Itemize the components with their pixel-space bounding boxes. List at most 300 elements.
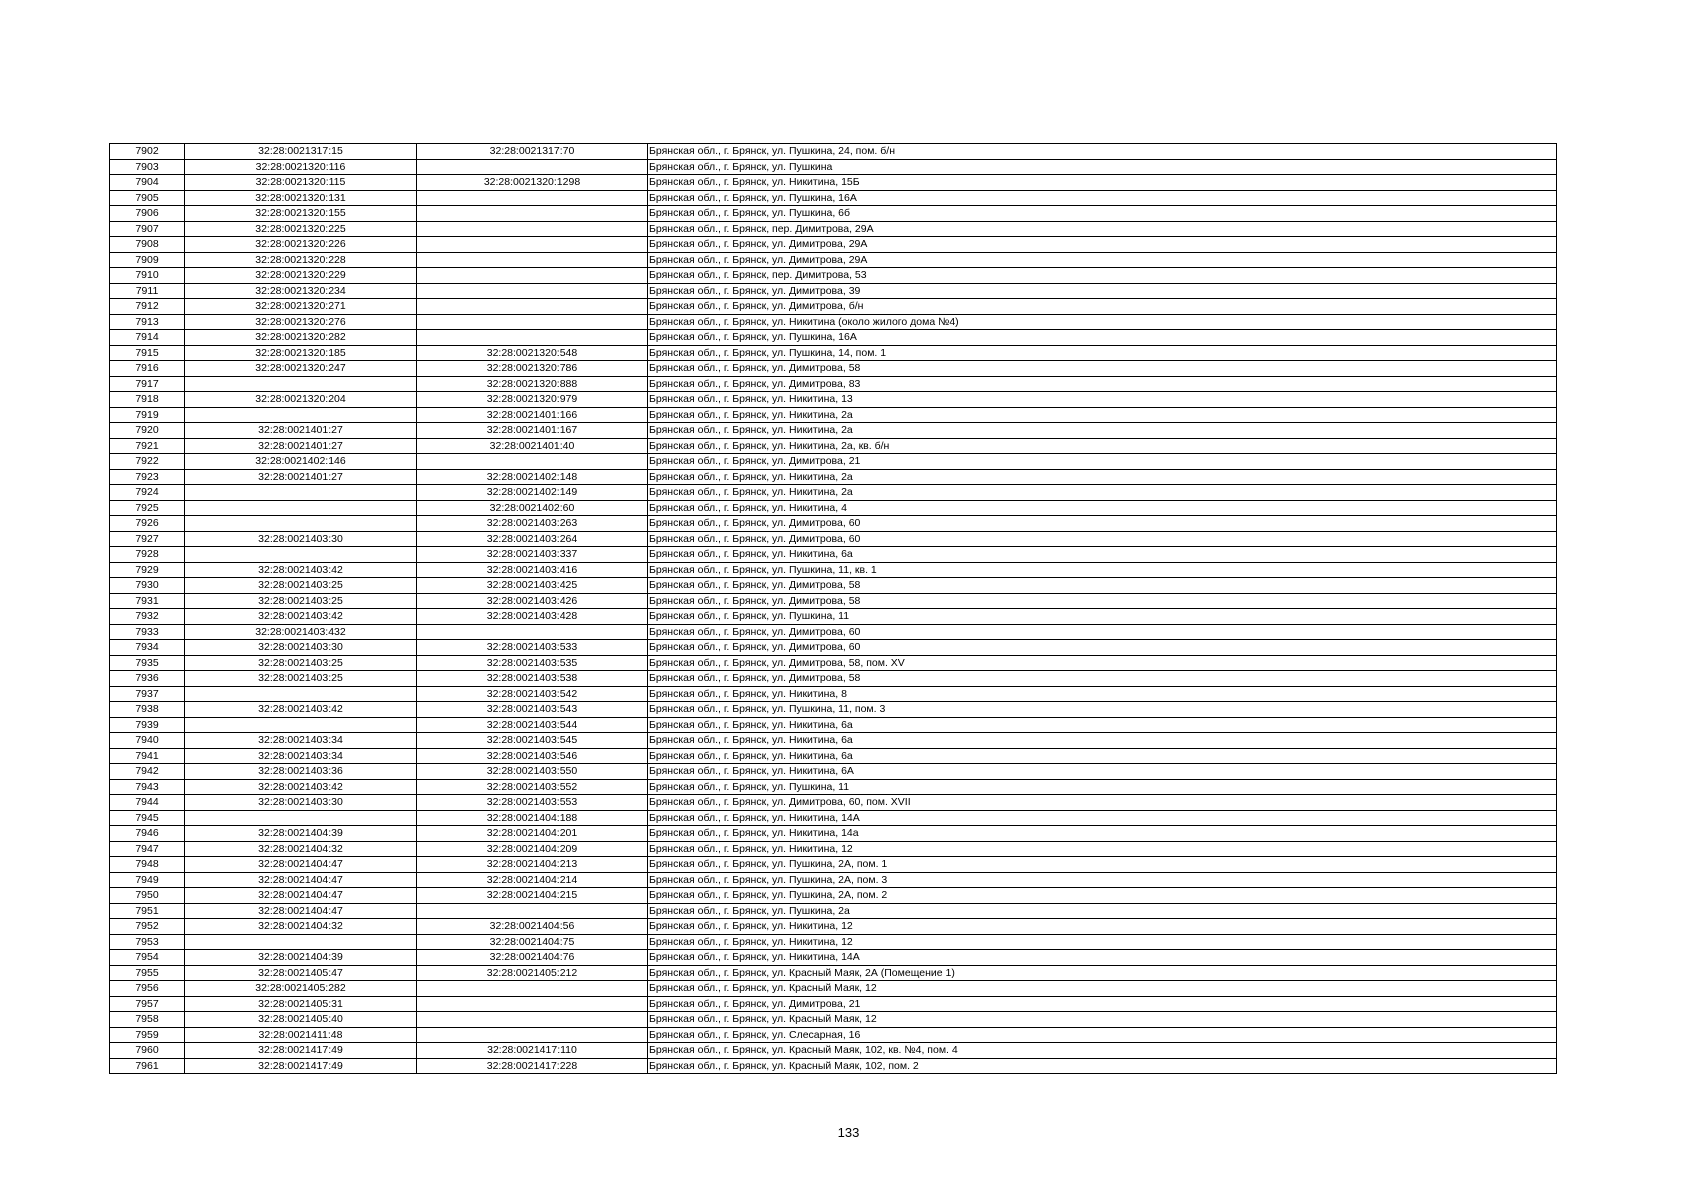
cadastral-number-cell: 32:28:0021417:49 xyxy=(185,1043,417,1059)
table-row xyxy=(110,562,1557,578)
cadastral-number-cell: 32:28:0021320:115 xyxy=(185,175,417,191)
address-cell: Брянская обл., г. Брянск, ул. Никитина, 12 xyxy=(648,919,1557,935)
cadastral-number-cell xyxy=(185,810,417,826)
related-cadastral-number-cell: 32:28:0021403:542 xyxy=(417,686,648,702)
cadastral-number-cell: 32:28:0021320:271 xyxy=(185,299,417,315)
address-cell: Брянская обл., г. Брянск, ул. Димитрова, 29А xyxy=(648,237,1557,253)
row-number-cell: 7949 xyxy=(110,872,185,888)
address-cell: Брянская обл., г. Брянск, ул. Пушкина, 16А xyxy=(648,190,1557,206)
row-number-cell: 7948 xyxy=(110,857,185,873)
table-row xyxy=(110,361,1557,377)
related-cadastral-number-cell: 32:28:0021317:70 xyxy=(417,144,648,160)
related-cadastral-number-cell: 32:28:0021320:979 xyxy=(417,392,648,408)
cadastral-number-cell: 32:28:0021320:234 xyxy=(185,283,417,299)
address-cell: Брянская обл., г. Брянск, ул. Никитина, 12 xyxy=(648,934,1557,950)
table-row xyxy=(110,624,1557,640)
address-cell: Брянская обл., г. Брянск, ул. Никитина, 2а, кв. б/н xyxy=(648,438,1557,454)
address-cell: Брянская обл., г. Брянск, ул. Никитина, 12 xyxy=(648,841,1557,857)
related-cadastral-number-cell: 32:28:0021402:60 xyxy=(417,500,648,516)
related-cadastral-number-cell xyxy=(417,314,648,330)
related-cadastral-number-cell: 32:28:0021401:166 xyxy=(417,407,648,423)
row-number-cell: 7961 xyxy=(110,1058,185,1074)
address-cell: Брянская обл., г. Брянск, ул. Пушкина, 2А, пом. 2 xyxy=(648,888,1557,904)
table-row xyxy=(110,392,1557,408)
address-cell: Брянская обл., г. Брянск, ул. Димитрова, 60 xyxy=(648,640,1557,656)
table-row xyxy=(110,268,1557,284)
row-number-cell: 7924 xyxy=(110,485,185,501)
row-number-cell: 7946 xyxy=(110,826,185,842)
table-row xyxy=(110,159,1557,175)
cadastral-number-cell: 32:28:0021404:32 xyxy=(185,919,417,935)
table-row xyxy=(110,733,1557,749)
row-number-cell: 7939 xyxy=(110,717,185,733)
table-row xyxy=(110,407,1557,423)
row-number-cell: 7925 xyxy=(110,500,185,516)
address-cell: Брянская обл., г. Брянск, ул. Никитина, 6а xyxy=(648,547,1557,563)
cadastral-number-cell: 32:28:0021401:27 xyxy=(185,438,417,454)
related-cadastral-number-cell: 32:28:0021404:75 xyxy=(417,934,648,950)
related-cadastral-number-cell: 32:28:0021404:215 xyxy=(417,888,648,904)
related-cadastral-number-cell: 32:28:0021417:110 xyxy=(417,1043,648,1059)
address-cell: Брянская обл., г. Брянск, ул. Слесарная, 16 xyxy=(648,1027,1557,1043)
address-cell: Брянская обл., г. Брянск, ул. Димитрова, 39 xyxy=(648,283,1557,299)
row-number-cell: 7953 xyxy=(110,934,185,950)
cadastral-number-cell: 32:28:0021404:47 xyxy=(185,903,417,919)
row-number-cell: 7936 xyxy=(110,671,185,687)
related-cadastral-number-cell: 32:28:0021402:149 xyxy=(417,485,648,501)
related-cadastral-number-cell: 32:28:0021404:188 xyxy=(417,810,648,826)
related-cadastral-number-cell: 32:28:0021404:214 xyxy=(417,872,648,888)
table-row xyxy=(110,299,1557,315)
row-number-cell: 7922 xyxy=(110,454,185,470)
row-number-cell: 7952 xyxy=(110,919,185,935)
address-cell: Брянская обл., г. Брянск, ул. Пушкина, 14, пом. 1 xyxy=(648,345,1557,361)
address-cell: Брянская обл., г. Брянск, ул. Никитина, 6А xyxy=(648,764,1557,780)
row-number-cell: 7955 xyxy=(110,965,185,981)
table-row xyxy=(110,810,1557,826)
cadastral-number-cell: 32:28:0021404:47 xyxy=(185,872,417,888)
address-cell: Брянская обл., г. Брянск, ул. Никитина (около жилого дома №4) xyxy=(648,314,1557,330)
cadastral-number-cell xyxy=(185,407,417,423)
row-number-cell: 7921 xyxy=(110,438,185,454)
cadastral-number-cell: 32:28:0021403:30 xyxy=(185,531,417,547)
row-number-cell: 7914 xyxy=(110,330,185,346)
table-row xyxy=(110,190,1557,206)
address-cell: Брянская обл., г. Брянск, ул. Никитина, 2а xyxy=(648,469,1557,485)
row-number-cell: 7938 xyxy=(110,702,185,718)
cadastral-number-cell: 32:28:0021320:282 xyxy=(185,330,417,346)
cadastral-number-cell: 32:28:0021402:146 xyxy=(185,454,417,470)
cadastral-number-cell: 32:28:0021405:31 xyxy=(185,996,417,1012)
row-number-cell: 7935 xyxy=(110,655,185,671)
related-cadastral-number-cell: 32:28:0021403:533 xyxy=(417,640,648,656)
table-row xyxy=(110,826,1557,842)
table-row xyxy=(110,1027,1557,1043)
related-cadastral-number-cell: 32:28:0021403:425 xyxy=(417,578,648,594)
address-cell: Брянская обл., г. Брянск, ул. Никитина, 2а xyxy=(648,407,1557,423)
table-row xyxy=(110,996,1557,1012)
address-cell: Брянская обл., г. Брянск, ул. Красный Маяк, 12 xyxy=(648,981,1557,997)
related-cadastral-number-cell xyxy=(417,283,648,299)
row-number-cell: 7910 xyxy=(110,268,185,284)
table-row xyxy=(110,609,1557,625)
related-cadastral-number-cell xyxy=(417,237,648,253)
address-cell: Брянская обл., г. Брянск, пер. Димитрова, 53 xyxy=(648,268,1557,284)
address-cell: Брянская обл., г. Брянск, ул. Пушкина, 11, пом. 3 xyxy=(648,702,1557,718)
related-cadastral-number-cell: 32:28:0021404:209 xyxy=(417,841,648,857)
table-row xyxy=(110,841,1557,857)
row-number-cell: 7902 xyxy=(110,144,185,160)
cadastral-number-cell: 32:28:0021404:47 xyxy=(185,888,417,904)
related-cadastral-number-cell: 32:28:0021403:546 xyxy=(417,748,648,764)
address-cell: Брянская обл., г. Брянск, ул. Пушкина, 24, пом. б/н xyxy=(648,144,1557,160)
row-number-cell: 7940 xyxy=(110,733,185,749)
related-cadastral-number-cell: 32:28:0021403:535 xyxy=(417,655,648,671)
table-row xyxy=(110,516,1557,532)
row-number-cell: 7908 xyxy=(110,237,185,253)
cadastral-number-cell: 32:28:0021404:39 xyxy=(185,826,417,842)
table-row xyxy=(110,330,1557,346)
table-row xyxy=(110,640,1557,656)
row-number-cell: 7958 xyxy=(110,1012,185,1028)
table-row xyxy=(110,485,1557,501)
address-cell: Брянская обл., г. Брянск, ул. Пушкина, 2А, пом. 3 xyxy=(648,872,1557,888)
related-cadastral-number-cell xyxy=(417,624,648,640)
table-row xyxy=(110,888,1557,904)
address-cell: Брянская обл., г. Брянск, ул. Димитрова, 60, пом. XVII xyxy=(648,795,1557,811)
cadastral-number-cell: 32:28:0021403:25 xyxy=(185,593,417,609)
related-cadastral-number-cell xyxy=(417,221,648,237)
related-cadastral-number-cell: 32:28:0021417:228 xyxy=(417,1058,648,1074)
related-cadastral-number-cell xyxy=(417,454,648,470)
related-cadastral-number-cell xyxy=(417,190,648,206)
related-cadastral-number-cell: 32:28:0021403:263 xyxy=(417,516,648,532)
table-row xyxy=(110,655,1557,671)
cadastral-number-cell: 32:28:0021320:185 xyxy=(185,345,417,361)
address-cell: Брянская обл., г. Брянск, ул. Красный Маяк, 12 xyxy=(648,1012,1557,1028)
registry-table xyxy=(109,143,1557,1074)
row-number-cell: 7920 xyxy=(110,423,185,439)
related-cadastral-number-cell: 32:28:0021404:213 xyxy=(417,857,648,873)
cadastral-number-cell: 32:28:0021403:36 xyxy=(185,764,417,780)
row-number-cell: 7907 xyxy=(110,221,185,237)
table-row xyxy=(110,934,1557,950)
cadastral-number-cell: 32:28:0021320:131 xyxy=(185,190,417,206)
cadastral-number-cell: 32:28:0021320:276 xyxy=(185,314,417,330)
row-number-cell: 7944 xyxy=(110,795,185,811)
row-number-cell: 7905 xyxy=(110,190,185,206)
row-number-cell: 7916 xyxy=(110,361,185,377)
row-number-cell: 7933 xyxy=(110,624,185,640)
cadastral-number-cell: 32:28:0021404:39 xyxy=(185,950,417,966)
row-number-cell: 7929 xyxy=(110,562,185,578)
table-row xyxy=(110,702,1557,718)
table-row xyxy=(110,1043,1557,1059)
row-number-cell: 7917 xyxy=(110,376,185,392)
related-cadastral-number-cell: 32:28:0021405:212 xyxy=(417,965,648,981)
address-cell: Брянская обл., г. Брянск, ул. Димитрова, 58 xyxy=(648,593,1557,609)
related-cadastral-number-cell: 32:28:0021403:552 xyxy=(417,779,648,795)
cadastral-number-cell: 32:28:0021417:49 xyxy=(185,1058,417,1074)
related-cadastral-number-cell xyxy=(417,903,648,919)
cadastral-number-cell: 32:28:0021411:48 xyxy=(185,1027,417,1043)
cadastral-number-cell: 32:28:0021403:42 xyxy=(185,562,417,578)
row-number-cell: 7904 xyxy=(110,175,185,191)
cadastral-number-cell: 32:28:0021320:229 xyxy=(185,268,417,284)
table-row xyxy=(110,252,1557,268)
related-cadastral-number-cell xyxy=(417,159,648,175)
cadastral-number-cell: 32:28:0021320:116 xyxy=(185,159,417,175)
table-row xyxy=(110,144,1557,160)
row-number-cell: 7947 xyxy=(110,841,185,857)
row-number-cell: 7930 xyxy=(110,578,185,594)
cadastral-number-cell: 32:28:0021404:47 xyxy=(185,857,417,873)
table-row xyxy=(110,965,1557,981)
cadastral-number-cell: 32:28:0021320:225 xyxy=(185,221,417,237)
table-row xyxy=(110,438,1557,454)
row-number-cell: 7912 xyxy=(110,299,185,315)
related-cadastral-number-cell xyxy=(417,1027,648,1043)
address-cell: Брянская обл., г. Брянск, ул. Пушкина, 11, кв. 1 xyxy=(648,562,1557,578)
address-cell: Брянская обл., г. Брянск, ул. Пушкина, 11 xyxy=(648,779,1557,795)
address-cell: Брянская обл., г. Брянск, ул. Никитина, 14А xyxy=(648,950,1557,966)
row-number-cell: 7913 xyxy=(110,314,185,330)
table-row xyxy=(110,345,1557,361)
address-cell: Брянская обл., г. Брянск, ул. Димитрова, 58 xyxy=(648,361,1557,377)
table-row xyxy=(110,748,1557,764)
related-cadastral-number-cell: 32:28:0021401:167 xyxy=(417,423,648,439)
related-cadastral-number-cell: 32:28:0021403:550 xyxy=(417,764,648,780)
address-cell: Брянская обл., г. Брянск, ул. Никитина, 14а xyxy=(648,826,1557,842)
cadastral-number-cell xyxy=(185,376,417,392)
page-number: 133 xyxy=(837,1125,860,1140)
table-row xyxy=(110,175,1557,191)
related-cadastral-number-cell: 32:28:0021403:416 xyxy=(417,562,648,578)
row-number-cell: 7931 xyxy=(110,593,185,609)
address-cell: Брянская обл., г. Брянск, ул. Никитина, 8 xyxy=(648,686,1557,702)
table-row xyxy=(110,903,1557,919)
cadastral-number-cell: 32:28:0021405:47 xyxy=(185,965,417,981)
address-cell: Брянская обл., г. Брянск, ул. Пушкина xyxy=(648,159,1557,175)
address-cell: Брянская обл., г. Брянск, ул. Димитрова, 21 xyxy=(648,454,1557,470)
cadastral-number-cell: 32:28:0021405:282 xyxy=(185,981,417,997)
address-cell: Брянская обл., г. Брянск, ул. Никитина, 6а xyxy=(648,733,1557,749)
table-row xyxy=(110,779,1557,795)
table-row xyxy=(110,981,1557,997)
table-row xyxy=(110,283,1557,299)
cadastral-number-cell xyxy=(185,934,417,950)
cadastral-number-cell: 32:28:0021320:226 xyxy=(185,237,417,253)
related-cadastral-number-cell xyxy=(417,1012,648,1028)
address-cell: Брянская обл., г. Брянск, ул. Димитрова, б/н xyxy=(648,299,1557,315)
related-cadastral-number-cell: 32:28:0021403:553 xyxy=(417,795,648,811)
address-cell: Брянская обл., г. Брянск, ул. Никитина, 15Б xyxy=(648,175,1557,191)
row-number-cell: 7957 xyxy=(110,996,185,1012)
row-number-cell: 7954 xyxy=(110,950,185,966)
address-cell: Брянская обл., г. Брянск, ул. Димитрова, 83 xyxy=(648,376,1557,392)
table-row xyxy=(110,206,1557,222)
related-cadastral-number-cell: 32:28:0021403:538 xyxy=(417,671,648,687)
cadastral-number-cell: 32:28:0021405:40 xyxy=(185,1012,417,1028)
table-row xyxy=(110,872,1557,888)
registry-table-body xyxy=(110,144,1557,1074)
table-row xyxy=(110,717,1557,733)
related-cadastral-number-cell: 32:28:0021403:428 xyxy=(417,609,648,625)
related-cadastral-number-cell: 32:28:0021401:40 xyxy=(417,438,648,454)
cadastral-number-cell xyxy=(185,500,417,516)
related-cadastral-number-cell: 32:28:0021403:337 xyxy=(417,547,648,563)
row-number-cell: 7945 xyxy=(110,810,185,826)
row-number-cell: 7915 xyxy=(110,345,185,361)
address-cell: Брянская обл., г. Брянск, ул. Красный Маяк, 102, кв. №4, пом. 4 xyxy=(648,1043,1557,1059)
row-number-cell: 7919 xyxy=(110,407,185,423)
row-number-cell: 7927 xyxy=(110,531,185,547)
table-row xyxy=(110,795,1557,811)
cadastral-number-cell: 32:28:0021403:42 xyxy=(185,609,417,625)
cadastral-number-cell: 32:28:0021320:228 xyxy=(185,252,417,268)
table-row xyxy=(110,1012,1557,1028)
related-cadastral-number-cell: 32:28:0021404:201 xyxy=(417,826,648,842)
address-cell: Брянская обл., г. Брянск, ул. Димитрова, 60 xyxy=(648,516,1557,532)
address-cell: Брянская обл., г. Брянск, ул. Димитрова, 60 xyxy=(648,531,1557,547)
row-number-cell: 7956 xyxy=(110,981,185,997)
row-number-cell: 7951 xyxy=(110,903,185,919)
cadastral-number-cell: 32:28:0021320:204 xyxy=(185,392,417,408)
address-cell: Брянская обл., г. Брянск, ул. Никитина, 6а xyxy=(648,717,1557,733)
table-row xyxy=(110,454,1557,470)
address-cell: Брянская обл., г. Брянск, ул. Димитрова, 29А xyxy=(648,252,1557,268)
cadastral-number-cell: 32:28:0021403:432 xyxy=(185,624,417,640)
cadastral-number-cell: 32:28:0021403:25 xyxy=(185,671,417,687)
cadastral-number-cell: 32:28:0021403:34 xyxy=(185,748,417,764)
related-cadastral-number-cell: 32:28:0021403:544 xyxy=(417,717,648,733)
address-cell: Брянская обл., г. Брянск, ул. Пушкина, 16А xyxy=(648,330,1557,346)
row-number-cell: 7918 xyxy=(110,392,185,408)
cadastral-number-cell: 32:28:0021403:42 xyxy=(185,702,417,718)
cadastral-number-cell xyxy=(185,485,417,501)
row-number-cell: 7942 xyxy=(110,764,185,780)
table-row xyxy=(110,376,1557,392)
row-number-cell: 7926 xyxy=(110,516,185,532)
address-cell: Брянская обл., г. Брянск, ул. Димитрова, 21 xyxy=(648,996,1557,1012)
row-number-cell: 7941 xyxy=(110,748,185,764)
row-number-cell: 7959 xyxy=(110,1027,185,1043)
cadastral-number-cell: 32:28:0021401:27 xyxy=(185,469,417,485)
table-row xyxy=(110,423,1557,439)
related-cadastral-number-cell xyxy=(417,252,648,268)
related-cadastral-number-cell xyxy=(417,206,648,222)
cadastral-number-cell xyxy=(185,686,417,702)
address-cell: Брянская обл., г. Брянск, пер. Димитрова, 29А xyxy=(648,221,1557,237)
table-row xyxy=(110,671,1557,687)
cadastral-number-cell: 32:28:0021401:27 xyxy=(185,423,417,439)
related-cadastral-number-cell: 32:28:0021403:426 xyxy=(417,593,648,609)
table-row xyxy=(110,237,1557,253)
row-number-cell: 7909 xyxy=(110,252,185,268)
address-cell: Брянская обл., г. Брянск, ул. Димитрова, 58, пом. XV xyxy=(648,655,1557,671)
address-cell: Брянская обл., г. Брянск, ул. Димитрова, 60 xyxy=(648,624,1557,640)
row-number-cell: 7937 xyxy=(110,686,185,702)
cadastral-number-cell: 32:28:0021403:30 xyxy=(185,640,417,656)
table-row xyxy=(110,314,1557,330)
address-cell: Брянская обл., г. Брянск, ул. Димитрова, 58 xyxy=(648,578,1557,594)
cadastral-number-cell: 32:28:0021320:247 xyxy=(185,361,417,377)
address-cell: Брянская обл., г. Брянск, ул. Никитина, 6а xyxy=(648,748,1557,764)
row-number-cell: 7932 xyxy=(110,609,185,625)
cadastral-number-cell xyxy=(185,547,417,563)
address-cell: Брянская обл., г. Брянск, ул. Пушкина, 6б xyxy=(648,206,1557,222)
row-number-cell: 7934 xyxy=(110,640,185,656)
row-number-cell: 7928 xyxy=(110,547,185,563)
address-cell: Брянская обл., г. Брянск, ул. Красный Маяк, 102, пом. 2 xyxy=(648,1058,1557,1074)
address-cell: Брянская обл., г. Брянск, ул. Никитина, 13 xyxy=(648,392,1557,408)
address-cell: Брянская обл., г. Брянск, ул. Красный Маяк, 2А (Помещение 1) xyxy=(648,965,1557,981)
table-row xyxy=(110,764,1557,780)
related-cadastral-number-cell: 32:28:0021320:786 xyxy=(417,361,648,377)
related-cadastral-number-cell xyxy=(417,268,648,284)
table-row xyxy=(110,469,1557,485)
related-cadastral-number-cell xyxy=(417,299,648,315)
address-cell: Брянская обл., г. Брянск, ул. Пушкина, 11 xyxy=(648,609,1557,625)
table-row xyxy=(110,547,1557,563)
row-number-cell: 7960 xyxy=(110,1043,185,1059)
cadastral-number-cell: 32:28:0021403:42 xyxy=(185,779,417,795)
table-row xyxy=(110,500,1557,516)
address-cell: Брянская обл., г. Брянск, ул. Никитина, 4 xyxy=(648,500,1557,516)
related-cadastral-number-cell: 32:28:0021320:1298 xyxy=(417,175,648,191)
row-number-cell: 7906 xyxy=(110,206,185,222)
related-cadastral-number-cell xyxy=(417,996,648,1012)
table-row xyxy=(110,1058,1557,1074)
related-cadastral-number-cell xyxy=(417,330,648,346)
row-number-cell: 7943 xyxy=(110,779,185,795)
table-row xyxy=(110,857,1557,873)
related-cadastral-number-cell: 32:28:0021404:56 xyxy=(417,919,648,935)
row-number-cell: 7903 xyxy=(110,159,185,175)
address-cell: Брянская обл., г. Брянск, ул. Никитина, 2а xyxy=(648,423,1557,439)
related-cadastral-number-cell: 32:28:0021402:148 xyxy=(417,469,648,485)
cadastral-number-cell xyxy=(185,516,417,532)
table-row xyxy=(110,919,1557,935)
cadastral-number-cell: 32:28:0021403:25 xyxy=(185,655,417,671)
table-row xyxy=(110,221,1557,237)
related-cadastral-number-cell: 32:28:0021403:543 xyxy=(417,702,648,718)
table-row xyxy=(110,950,1557,966)
related-cadastral-number-cell: 32:28:0021320:548 xyxy=(417,345,648,361)
row-number-cell: 7950 xyxy=(110,888,185,904)
table-row xyxy=(110,578,1557,594)
cadastral-number-cell xyxy=(185,717,417,733)
table-row xyxy=(110,686,1557,702)
address-cell: Брянская обл., г. Брянск, ул. Димитрова, 58 xyxy=(648,671,1557,687)
related-cadastral-number-cell xyxy=(417,981,648,997)
cadastral-number-cell: 32:28:0021320:155 xyxy=(185,206,417,222)
address-cell: Брянская обл., г. Брянск, ул. Никитина, 14А xyxy=(648,810,1557,826)
address-cell: Брянская обл., г. Брянск, ул. Пушкина, 2а xyxy=(648,903,1557,919)
cadastral-number-cell: 32:28:0021403:30 xyxy=(185,795,417,811)
related-cadastral-number-cell: 32:28:0021403:264 xyxy=(417,531,648,547)
row-number-cell: 7923 xyxy=(110,469,185,485)
related-cadastral-number-cell: 32:28:0021403:545 xyxy=(417,733,648,749)
address-cell: Брянская обл., г. Брянск, ул. Пушкина, 2А, пом. 1 xyxy=(648,857,1557,873)
related-cadastral-number-cell: 32:28:0021320:888 xyxy=(417,376,648,392)
cadastral-number-cell: 32:28:0021404:32 xyxy=(185,841,417,857)
cadastral-number-cell: 32:28:0021403:25 xyxy=(185,578,417,594)
address-cell: Брянская обл., г. Брянск, ул. Никитина, 2а xyxy=(648,485,1557,501)
related-cadastral-number-cell: 32:28:0021404:76 xyxy=(417,950,648,966)
row-number-cell: 7911 xyxy=(110,283,185,299)
cadastral-number-cell: 32:28:0021403:34 xyxy=(185,733,417,749)
